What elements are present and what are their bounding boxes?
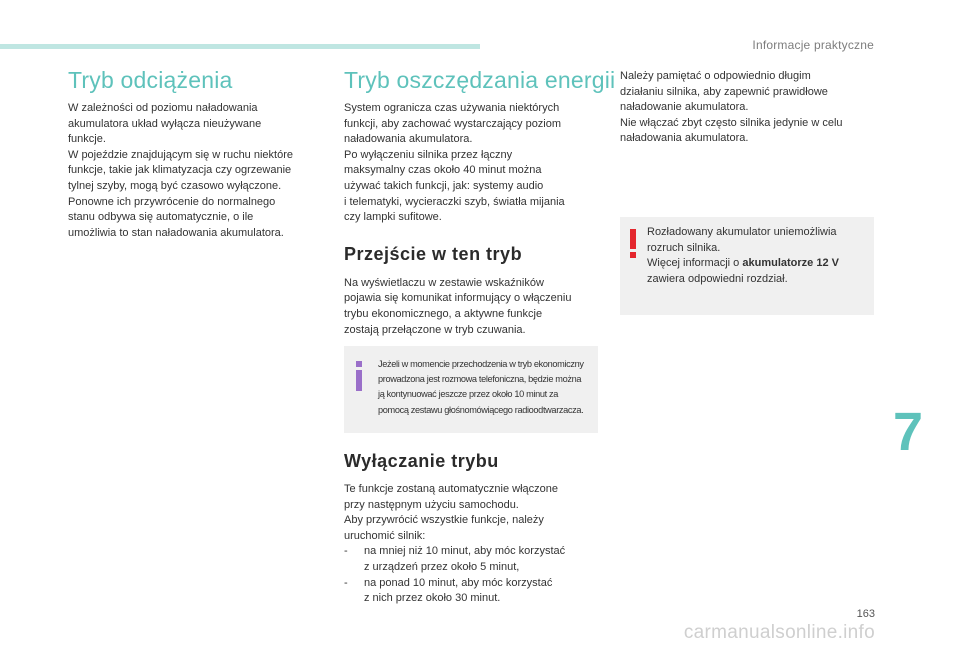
text-line: Aby przywrócić wszystkie funkcje, należy xyxy=(344,514,544,527)
text-line: System ogranicza czas używania niektórych xyxy=(344,102,560,114)
text-line: naładowanie akumulatora. xyxy=(620,101,749,114)
info-icon xyxy=(353,361,365,391)
text-line: Ponowne ich przywrócenie do normalnego xyxy=(68,195,276,208)
list-dash: - xyxy=(344,545,348,558)
text-line: prowadzona jest rozmowa telefoniczna, będzie można xyxy=(378,374,582,385)
text-line: czy lampki sufitowe. xyxy=(344,211,442,224)
text-line: W zależności od poziomu naładowania xyxy=(68,102,258,114)
text-line: Nie włączać zbyt często silnika jedynie w celu xyxy=(620,116,843,129)
exiting-mode-paragraph xyxy=(344,482,602,607)
section-title-energy-economy: Tryb oszczędzania energii xyxy=(344,67,616,93)
text-line: Te funkcje zostaną automatycznie włączone xyxy=(344,483,559,495)
text-line: zawiera odpowiedni rozdział. xyxy=(647,272,788,285)
text-line: przy następnym użyciu samochodu. xyxy=(344,498,519,511)
text-line: działaniu silnika, aby zapewnić prawidłowe xyxy=(620,85,828,98)
list-dash: - xyxy=(344,576,348,589)
text-line: ją kontynuować jeszcze przez około 10 minut za xyxy=(378,389,559,400)
text-line: na mniej niż 10 minut, aby móc korzystać xyxy=(364,545,566,558)
subtitle-entering-mode: Przejście w ten tryb xyxy=(344,243,523,264)
text-line: akumulatora układ wyłącza nieużywane xyxy=(68,117,262,130)
text-span: Więcej informacji o xyxy=(647,257,743,270)
text-line: z urządzeń przez około 5 minut, xyxy=(364,560,520,573)
energy-economy-intro xyxy=(344,101,602,226)
engine-running-paragraph xyxy=(620,69,874,147)
subtitle-exiting-mode: Wyłączanie trybu xyxy=(344,451,499,471)
text-line: pomocą zestawu głośnomówiącego radioodtwarzacza. xyxy=(378,404,584,415)
watermark: carmanualsonline.info xyxy=(683,622,875,643)
column-load-shedding xyxy=(68,66,323,241)
chapter-number: 7 xyxy=(893,402,924,462)
text-line: rozruch silnika. xyxy=(647,241,721,254)
text-line xyxy=(647,256,866,272)
text-line: Na wyświetlaczu w zestawie wskaźników xyxy=(344,276,544,289)
text-line: trybu ekonomicznego, a aktywne funkcje xyxy=(344,307,543,320)
text-line: Rozładowany akumulator uniemożliwia xyxy=(647,226,837,238)
text-line: funkcje. xyxy=(68,133,106,146)
battery-reference: akumulatorze 12 V xyxy=(742,257,839,270)
text-line: funkcji, aby zachować wystarczający poziom xyxy=(344,117,562,130)
text-line: z nich przez około 30 minut. xyxy=(364,592,501,605)
text-line: W pojeździe znajdującym się w ruchu niektóre xyxy=(68,148,293,161)
text-line: Jeżeli w momencie przechodzenia w tryb ekonomiczny xyxy=(378,359,584,369)
warning-note-text xyxy=(647,225,866,287)
text-line: naładowania akumulatora. xyxy=(620,132,749,145)
text-line: pojawia się komunikat informujący o włączeniu xyxy=(344,292,572,305)
chapter-header-title: Informacje praktyczne xyxy=(752,38,874,52)
section-title-load-shedding: Tryb odciążenia xyxy=(68,67,233,93)
text-line: i telematyki, wycieraczki szyb, światła mijania xyxy=(344,195,565,208)
warning-note-box xyxy=(620,217,874,315)
column-energy-economy xyxy=(344,66,616,338)
text-line: uruchomić silnik: xyxy=(344,529,426,542)
column-exiting-mode xyxy=(344,450,602,607)
text-line: używać takich funkcji, jak: systemy audio xyxy=(344,179,544,192)
text-line: umożliwia to stan naładowania akumulatora. xyxy=(68,226,284,239)
text-line: stanu odbywa się automatycznie, o ile xyxy=(68,211,254,224)
load-shedding-paragraph xyxy=(68,101,323,241)
entering-mode-paragraph xyxy=(344,276,602,338)
page-number: 163 xyxy=(856,608,875,620)
column-notes xyxy=(620,69,874,147)
list-item xyxy=(344,576,602,607)
info-note-text xyxy=(378,357,592,418)
text-line: funkcje, takie jak klimatyzacja czy ogrzewanie xyxy=(68,164,292,177)
text-line: naładowania akumulatora. xyxy=(344,133,473,146)
text-line: na ponad 10 minut, aby móc korzystać xyxy=(364,576,553,589)
list-item xyxy=(344,544,602,575)
header-accent-bar xyxy=(0,44,480,49)
text-line: maksymalny czas około 40 minut można xyxy=(344,164,542,177)
warning-icon xyxy=(627,229,639,257)
text-line: Po wyłączeniu silnika przez łączny xyxy=(344,148,513,161)
info-note-box xyxy=(344,346,598,433)
text-line: zostają przełączone w tryb czuwania. xyxy=(344,323,526,336)
text-line: Należy pamiętać o odpowiednio długim xyxy=(620,70,811,82)
text-line: tylnej szyby, mogą być czasowo wyłączone. xyxy=(68,179,282,192)
